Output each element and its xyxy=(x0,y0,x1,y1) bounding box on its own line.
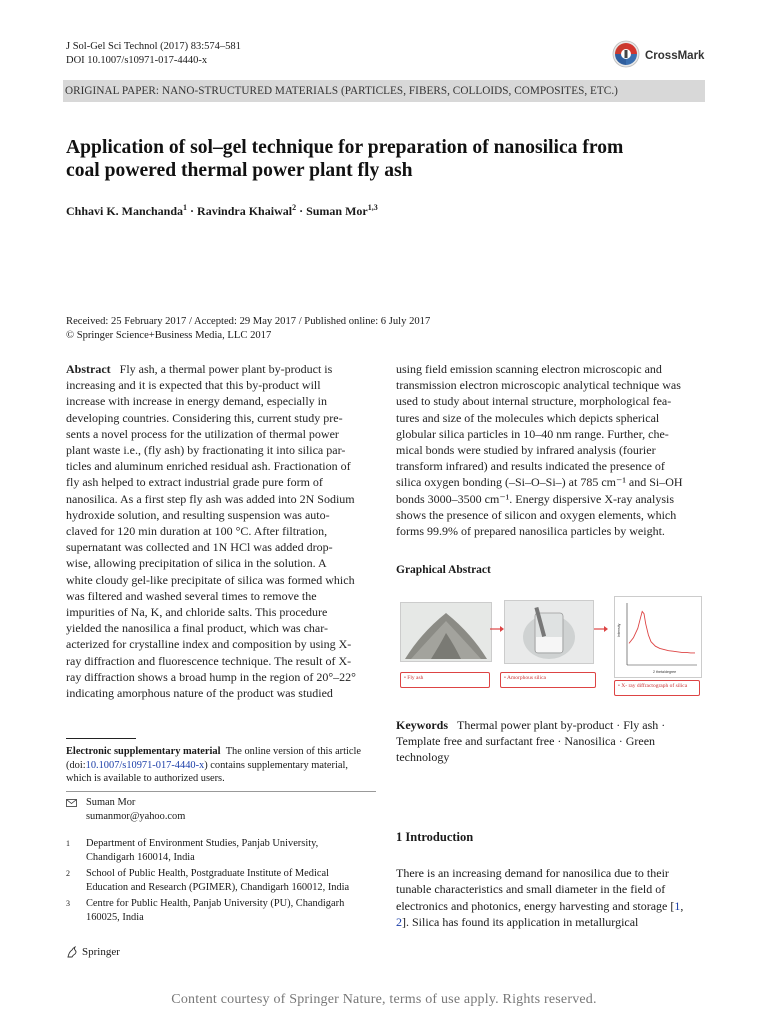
xrd-series-line xyxy=(629,612,695,653)
abstract-line xyxy=(66,636,373,652)
intro-line: ]. Silica has found its application in metallurgical xyxy=(402,915,639,930)
title-line-1: Application of sol–gel technique for preparation of nanosilica from xyxy=(66,137,624,158)
abstract-line-text: ticles and aluminum enriched residual ash. Fractionation of xyxy=(66,459,351,474)
caption-fly-ash: • Fly ash xyxy=(400,672,490,688)
abstract-line xyxy=(66,685,373,701)
abstract-line xyxy=(66,426,373,442)
abstract-line-text: claved for 120 min duration at 100 °C. After filtration, xyxy=(66,524,328,539)
corresponding-author xyxy=(66,796,185,824)
keywords-line-1: Thermal power plant by-product · Fly ash · xyxy=(457,718,666,732)
abstract-line: transmission electron microscopic analytical technique was xyxy=(396,378,681,393)
silica-beaker-image xyxy=(505,601,593,663)
esm-text-3: which is available to authorized users. xyxy=(66,773,225,785)
esm-label: Electronic supplementary material xyxy=(66,746,221,757)
publication-dates: Received: 25 February 2017 / Accepted: 29 May 2017 / Published online: 6 July 2017 xyxy=(66,316,431,327)
crossmark-icon[interactable] xyxy=(612,40,640,68)
abstract-line-text: ray diffraction and fluorescence technique. The result of X- xyxy=(66,653,352,668)
keywords-line-3: technology xyxy=(396,750,450,764)
caption-amorphous-silica: • Amorphous silica xyxy=(500,672,596,688)
abstract-line xyxy=(66,491,373,507)
arrow-right-icon xyxy=(594,624,608,634)
abstract-line: silica oxygen bonding (–Si–O–Si–) at 785 cm⁻¹ and Si–OH xyxy=(396,475,683,490)
abstract-line xyxy=(66,604,373,620)
abstract-line xyxy=(66,474,373,490)
abstract-right-column xyxy=(396,361,703,539)
affiliation-number: 1 xyxy=(66,839,70,848)
abstract-line: transform infrared) and results indicated the presence of xyxy=(396,459,665,474)
title-line-2: coal powered thermal power plant fly ash xyxy=(66,160,413,181)
affiliation-number: 2 xyxy=(66,869,70,878)
fly-ash-pile-image xyxy=(401,603,491,661)
xrd-chart xyxy=(615,597,701,677)
x-axis-label: 2 theta/degree xyxy=(653,670,677,674)
author-list xyxy=(66,203,378,219)
abstract-line-text: hydroxide solution, and resulting suspension was auto- xyxy=(66,507,330,522)
abstract-line xyxy=(66,377,373,393)
abstract-line xyxy=(66,572,373,588)
author-affiliation-ref: 2 xyxy=(292,203,297,212)
abstract-line: used to study about internal structure, morphological fea- xyxy=(396,394,672,409)
doi-line: DOI 10.1007/s10971-017-4440-x xyxy=(66,55,208,66)
contact-email[interactable]: sumanmor@yahoo.com xyxy=(86,811,186,822)
caption-xrd: • X- ray diffractograph of silica xyxy=(614,680,700,696)
abstract-line: shows the presence of silicon and oxygen elements, which xyxy=(396,507,677,522)
abstract-line: using field emission scanning electron microscopic and xyxy=(396,362,662,376)
affiliation-line: Department of Environment Studies, Panjab University, xyxy=(86,838,319,849)
abstract-line-text: sents a novel process for the utilization of thermal power xyxy=(66,426,339,441)
abstract-line xyxy=(66,361,373,377)
abstract-line: forms 99.9% of prepared nanosilica particles by weight. xyxy=(396,524,665,539)
intro-line: There is an increasing demand for nanosilica due to their xyxy=(396,866,669,880)
abstract-line xyxy=(66,458,373,474)
xrd-series xyxy=(629,612,695,653)
abstract-line xyxy=(66,669,373,685)
affiliation-number: 3 xyxy=(66,899,70,908)
crossmark-label[interactable]: CrossMark xyxy=(645,50,705,62)
intro-punct: , xyxy=(680,898,684,913)
abstract-line xyxy=(66,555,373,571)
affiliation-line: Centre for Public Health, Panjab University (PU), Chandigarh xyxy=(86,898,345,909)
abstract-line xyxy=(66,620,373,636)
abstract-line-text: fly ash helped to extract industrial grade pure form of xyxy=(66,475,323,490)
abstract-line-text: increasing and it is expected that this by-product will xyxy=(66,378,321,393)
abstract-line xyxy=(66,393,373,409)
abstract-line-text: yielded the nanosilica a final product, which was char- xyxy=(66,621,328,636)
publisher-name: Springer xyxy=(82,946,120,958)
esm-doi-link[interactable]: 10.1007/s10971-017-4440-x xyxy=(85,759,205,771)
section-heading-introduction: 1 Introduction xyxy=(396,830,474,844)
esm-note xyxy=(66,745,376,786)
abstract-line: mical bonds were studied by infrared analysis (fourier xyxy=(396,443,656,458)
author-separator: · xyxy=(296,204,307,218)
contact-rule xyxy=(66,791,376,792)
abstract-line xyxy=(66,410,373,426)
abstract-line: tures and size of the molecules which depicts spherical xyxy=(396,410,660,425)
contact-name: Suman Mor xyxy=(86,797,136,808)
abstract-line: globular silica particles in 10–40 nm range. Further, che- xyxy=(396,426,669,441)
affiliation-line: Chandigarh 160014, India xyxy=(86,851,195,863)
affiliation-line: 160025, India xyxy=(86,911,144,923)
envelope-icon xyxy=(66,799,77,807)
affiliation-line: Education and Research (PGIMER), Chandigarh 160012, India xyxy=(86,881,350,893)
abstract-line xyxy=(66,523,373,539)
footnote-rule xyxy=(66,738,136,739)
abstract-line-text: nanosilica. As a first step fly ash was added into 2N Sodium xyxy=(66,491,355,506)
graphical-abstract-heading: Graphical Abstract xyxy=(396,564,491,576)
y-axis-label: Intensity xyxy=(617,623,621,637)
author-name[interactable]: Ravindra Khaiwal xyxy=(197,204,293,218)
keywords-line-2: Template free and surfactant free · Nanosilica · Green xyxy=(396,734,656,748)
abstract-line-text: developing countries. Considering this, current study pre- xyxy=(66,410,343,425)
abstract-line-text: wise, allowing precipitation of silica in the solution. A xyxy=(66,556,327,571)
abstract-line-text: was filtered and washed several times to remove the xyxy=(66,588,317,603)
abstract-line xyxy=(66,539,373,555)
abstract-label: Abstract xyxy=(66,362,111,376)
abstract-line-text: Fly ash, a thermal power plant by-product is xyxy=(119,362,333,376)
xrd-plot-panel xyxy=(614,596,702,678)
affiliation-1 xyxy=(66,837,318,864)
keywords-block xyxy=(396,717,703,765)
abstract-line xyxy=(66,653,373,669)
abstract-line xyxy=(66,588,373,604)
author-affiliation-ref: 1,3 xyxy=(367,203,378,212)
courtesy-notice: Content courtesy of Springer Nature, terms of use apply. Rights reserved. xyxy=(171,992,597,1007)
esm-text-2-pre: (doi: xyxy=(66,759,86,771)
author-name[interactable]: Suman Mor xyxy=(306,204,368,218)
category-band xyxy=(63,80,705,102)
author-name[interactable]: Chhavi K. Manchanda xyxy=(66,204,184,218)
graphical-abstract xyxy=(396,596,702,706)
affiliation-3 xyxy=(66,897,344,924)
amorphous-silica-photo xyxy=(504,600,594,664)
citation-link[interactable]: 1 xyxy=(674,898,681,913)
abstract-line-text: increase with increase in energy demand, especially in xyxy=(66,394,328,409)
citation-link[interactable]: 2 xyxy=(396,915,402,930)
abstract-line xyxy=(66,442,373,458)
journal-citation: J Sol-Gel Sci Technol (2017) 83:574–581 xyxy=(66,41,241,52)
arrow-right-icon xyxy=(490,624,504,634)
copyright-line: © Springer Science+Business Media, LLC 2017 xyxy=(66,330,272,341)
intro-line: electronics and photonics, energy harvesting and storage [ xyxy=(396,898,675,913)
abstract-line xyxy=(66,507,373,523)
abstract-line-text: white cloudy gel-like precipitate of silica was formed which xyxy=(66,572,355,587)
paper-title xyxy=(66,136,706,182)
esm-text-1: The online version of this article xyxy=(225,746,362,757)
affiliation-line: School of Public Health, Postgraduate Institute of Medical xyxy=(86,868,329,879)
abstract-left-column xyxy=(66,361,373,701)
abstract-line-text: supernatant was collected and 1N HCl was added drop- xyxy=(66,540,333,555)
author-affiliation-ref: 1 xyxy=(183,203,188,212)
affiliation-2 xyxy=(66,867,349,894)
springer-horse-icon xyxy=(66,946,78,958)
abstract-line-text: indicating amorphous nature of the product was studied xyxy=(66,686,333,701)
abstract-line-text: acterized for crystalline index and composition by using X- xyxy=(66,637,352,652)
abstract-line-text: ray diffraction shows a broad hump in the region of 20°–22° xyxy=(66,669,356,684)
fly-ash-photo xyxy=(400,602,492,662)
springer-logo xyxy=(66,946,120,958)
abstract-line-text: impurities of Na, K, and chloride salts. This procedure xyxy=(66,605,328,620)
introduction-text xyxy=(396,865,703,931)
esm-text-2-post: ) contains supplementary material, xyxy=(204,759,348,771)
abstract-line: bonds 3000–3500 cm⁻¹. Energy dispersive X-ray analysis xyxy=(396,491,674,506)
abstract-line-text: plant waste i.e., (fly ash) by fractionating it into silica par- xyxy=(66,443,346,458)
keywords-label: Keywords xyxy=(396,718,448,732)
author-separator: · xyxy=(187,204,198,218)
category-text: ORIGINAL PAPER: NANO-STRUCTURED MATERIALS (PARTICLES, FIBERS, COLLOIDS, COMPOSITES, ETC.) xyxy=(65,85,618,97)
intro-line: tunable characteristics and small diameter in the field of xyxy=(396,882,666,897)
